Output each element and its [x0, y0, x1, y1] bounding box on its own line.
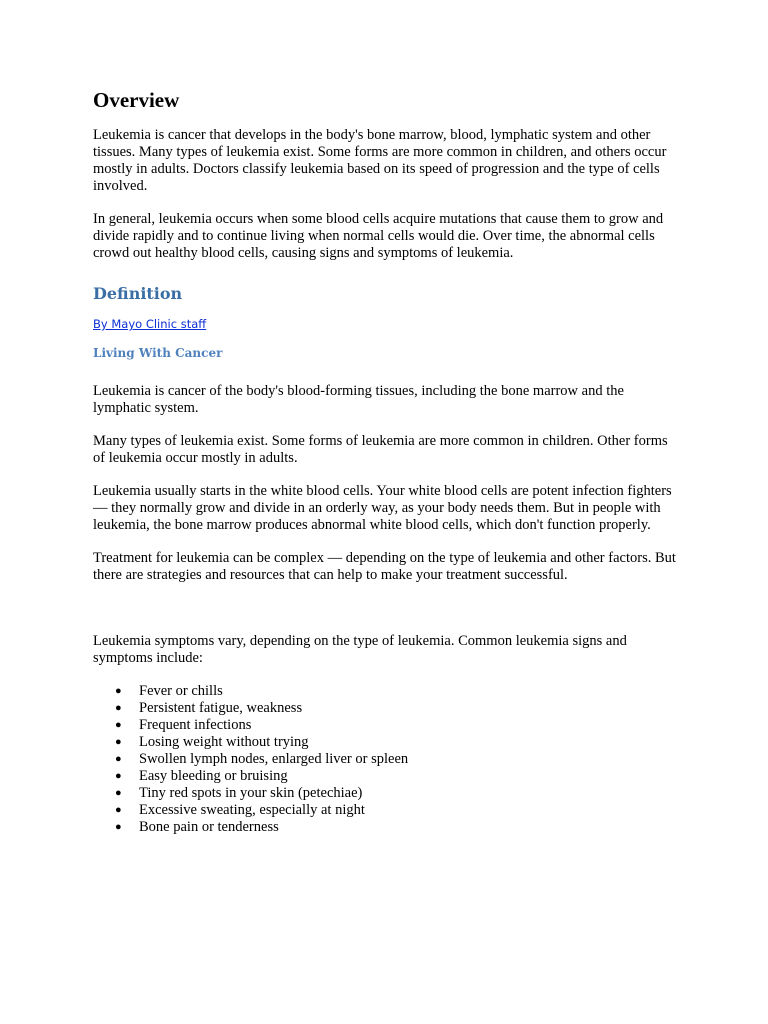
definition-paragraph-1: Leukemia is cancer of the body's blood-forming tissues, including the bone marrow and the lymphatic system.	[93, 383, 624, 416]
definition-paragraph-4: Treatment for leukemia can be complex — depending on the type of leukemia and other factors. But there are strategies and resources that can help to make your treatment successful.	[93, 550, 676, 583]
list-item	[115, 700, 683, 717]
list-item	[115, 734, 683, 751]
list-item	[115, 751, 683, 768]
definition-heading: Definition	[93, 284, 183, 303]
list-item-text: Swollen lymph nodes, enlarged liver or spleen	[139, 751, 409, 767]
bullet-icon: ●	[115, 787, 122, 799]
page-title: Overview	[93, 88, 180, 112]
list-item	[115, 785, 683, 802]
overview-paragraph-1: Leukemia is cancer that develops in the body's bone marrow, blood, lymphatic system and other tissues. Many types of leukemia exist. Some forms are more common in children, and others occur mostly in adults. Doctors classify leukemia based on its speed of progression and the type of cells involved.	[93, 127, 667, 194]
bullet-icon: ●	[115, 804, 122, 816]
symptoms-list	[93, 683, 683, 836]
list-item-text: Frequent infections	[139, 717, 252, 733]
list-item	[115, 802, 683, 819]
section-spacer	[93, 600, 683, 633]
list-item-text: Fever or chills	[139, 683, 223, 699]
list-item-text: Easy bleeding or bruising	[139, 768, 288, 784]
definition-paragraph-2: Many types of leukemia exist. Some forms of leukemia are more common in children. Other forms of leukemia occur mostly in adults.	[93, 433, 668, 466]
list-item-text: Losing weight without trying	[139, 734, 309, 750]
bullet-icon: ●	[115, 753, 122, 765]
list-item-text: Tiny red spots in your skin (petechiae)	[139, 785, 363, 801]
list-item	[115, 683, 683, 700]
living-with-cancer-heading: Living With Cancer	[93, 346, 223, 360]
document-page	[93, 86, 683, 836]
list-item	[115, 768, 683, 785]
bullet-icon: ●	[115, 702, 122, 714]
byline-link[interactable]: By Mayo Clinic staff	[93, 317, 207, 331]
list-item	[115, 819, 683, 836]
list-item-text: Excessive sweating, especially at night	[139, 802, 365, 818]
bullet-icon: ●	[115, 736, 122, 748]
overview-paragraph-2: In general, leukemia occurs when some blood cells acquire mutations that cause them to grow and divide rapidly and to continue living when normal cells would die. Over time, the abnormal cells crowd out healthy blood cells, causing signs and symptoms of leukemia.	[93, 211, 664, 261]
bullet-icon: ●	[115, 770, 122, 782]
list-item-text: Bone pain or tenderness	[139, 819, 279, 835]
list-item-text: Persistent fatigue, weakness	[139, 700, 303, 716]
symptoms-intro: Leukemia symptoms vary, depending on the type of leukemia. Common leukemia signs and symptoms include:	[93, 633, 627, 666]
bullet-icon: ●	[115, 685, 122, 697]
definition-paragraph-3: Leukemia usually starts in the white blood cells. Your white blood cells are potent infection fighters — they normally grow and divide in an orderly way, as your body needs them. But in people with leukemia, the bone marrow produces abnormal white blood cells, which don't function properly.	[93, 483, 672, 533]
bullet-icon: ●	[115, 719, 122, 731]
list-item	[115, 717, 683, 734]
bullet-icon: ●	[115, 821, 122, 833]
